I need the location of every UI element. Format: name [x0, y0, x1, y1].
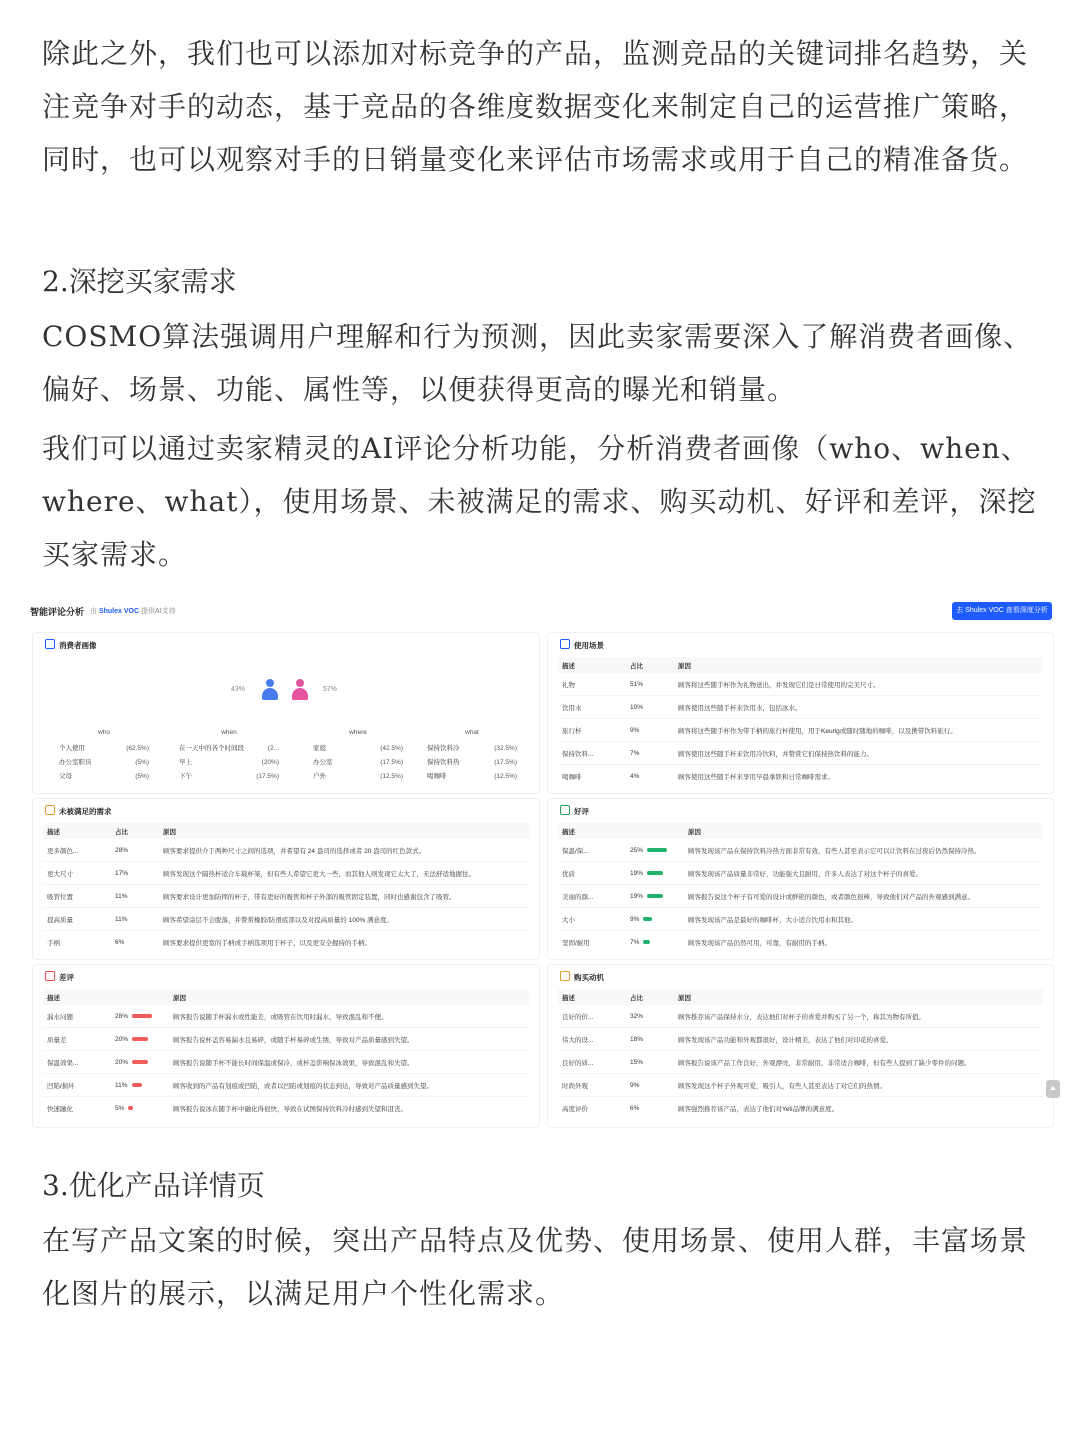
- scroll-to-top-button[interactable]: [1046, 1080, 1060, 1098]
- table-row: 更大尺寸 17% 顾客发现这个隔热杯适合车载杯架，但有些人希望它更大一些，而其他人则发现它太大了，无法舒适地握住。: [43, 862, 529, 885]
- percent-bar: [647, 871, 663, 875]
- table-row: 手柄 6% 顾客要求提供更宽的手柄或手柄选项用于杯子，以及更安全握持的手柄。: [43, 931, 529, 954]
- table-row: 吸管位置 11% 顾客要求设计更加防摔的杯子，带有更好的吸管和杯子外部的吸管固定装置，同时也感谢包含了吸管。: [43, 885, 529, 908]
- thumbs-down-icon: [45, 971, 55, 981]
- table-row: 快速融化 5% 顾客报告说冰在随手杯中融化得很快，导致在试图保持饮料冷时感到失望和沮丧。: [43, 1097, 529, 1120]
- section-heading-3: 3.优化产品详情页: [42, 1169, 265, 1202]
- table-row: 时尚外观 9% 顾客发现这个杯子外观可爱，吸引人，有些人甚至表达了对它们的热情。: [558, 1074, 1043, 1097]
- table-row: 大小 9% 顾客发现该产品是最好的咖啡杯，大小适合饮用水和其他。: [558, 908, 1043, 931]
- table-row: 礼物 51% 顾客将这些随手杯作为礼物送出，并发现它们是日常使用的完美尺寸。: [562, 680, 880, 689]
- table-row: 美丽的颜... 19% 顾客报告说这个杯子有可爱的设计或鲜艳的颜色，或者颜色很棒，导致他们对产品的外观感到满意。: [558, 885, 1043, 908]
- intro-paragraph: 除此之外，我们也可以添加对标竞争的产品，监测竞品的关键词排名趋势，关注竞争对手的动态，基于竞品的各维度数据变化来制定自己的运营推广策略，同时，也可以观察对手的日销量变化来评估市场需求或用于自己的精准备货。: [42, 37, 1029, 176]
- sub-prefix: 由: [90, 608, 97, 615]
- edit-icon: [45, 805, 55, 815]
- table-row: 良好的质... 15% 顾客报告说该产品工作良好，外观漂亮，非常耐用，非常适合咖啡，但有些人提到了缺少零件的问题。: [558, 1051, 1043, 1074]
- positive-title: 好评: [574, 807, 589, 816]
- percent-bar: [132, 1037, 148, 1041]
- table-row: 饮用水 10% 顾客使用这些随手杯来饮用水，包括冰水。: [558, 696, 1043, 719]
- sub-brand: Shulex VOC: [98, 608, 140, 615]
- persona-col-who: who 个人使用 (62.5%) 办公室职员 (5%) 父母 (5%): [59, 729, 149, 780]
- scene-card: [547, 632, 1054, 794]
- percent-bar: [643, 917, 652, 921]
- scene-table: 描述 占比 原因 礼物 51% 顾客将这些随手杯作为礼物送出，并发现它们是日常使用的完美尺寸。 饮用水 10% 顾客使用这些随手杯来饮用水，包括冰水。 旅行杯 9% 顾客将这些随手杯作为带手柄的旅行杯使用，用于Keurig或随时随地的咖啡，以及携带饮料旅行。 保持饮料... 7% 顾客使用这些随手杯来饮用冷饮料，并赞赏它们保持热饮料的能力。 喝咖啡 4% 顾客使用这些随手杯来享用早晨拿铁和日常咖啡需求。: [558, 657, 1043, 787]
- percent-bar: [132, 1083, 142, 1087]
- positive-reviews-card: [547, 798, 1054, 960]
- motive-title: 购买动机: [574, 973, 604, 982]
- table-row: 旅行杯 9% 顾客将这些随手杯作为带手柄的旅行杯使用，用于Keurig或随时随地的咖啡，以及携带饮料旅行。: [558, 719, 1043, 742]
- screenshot-title: 智能评论分析: [30, 607, 85, 617]
- table-row: 坚固/耐用 7% 顾客发现该产品仍然可用，可靠，有耐用的手柄。: [558, 931, 1043, 954]
- sub-suffix: 提供AI支持: [140, 608, 176, 615]
- table-row: 保温效果... 20% 顾客报告说随手杯不能长时间保温或保冷，或杯盖影响保冰效果，导致混乱和失望。: [43, 1051, 529, 1074]
- female-percent: 57%: [323, 686, 338, 693]
- percent-bar: [643, 940, 650, 944]
- percent-bar: [128, 1106, 133, 1110]
- table-row: 质量差 20% 顾客报告说杯盖容易漏水且易碎，或随手杯易碎或生锈，导致对产品质量感到失望。: [43, 1028, 529, 1051]
- table-row: 伟大的设... 18% 顾客发现该产品功能和外观都很好，设计精美，表达了他们对印花的喜爱。: [558, 1028, 1043, 1051]
- persona-title: 消费者画像: [59, 641, 97, 650]
- table-row: 提高质量 11% 顾客希望涂层不会脱落，并赞赏橡胶/防滑底部以及对提高质量的 100% 满意度。: [43, 908, 529, 931]
- persona-col-when: when 在一天中的各个时间段 (2... 早上 (20%) 下午 (17.5%): [179, 729, 279, 780]
- ai-review-paragraph: 我们可以通过卖家精灵的AI评论分析功能，分析消费者画像（who、when、where、what），使用场景、未被满足的需求、购买动机、好评和差评，深挖买家需求。: [42, 432, 1037, 571]
- percent-bar: [647, 894, 663, 898]
- female-icon: [291, 679, 309, 701]
- location-icon: [560, 639, 570, 649]
- people-icon: [45, 639, 55, 649]
- table-row: 良好的价... 32% 顾客推荐该产品保持水分，表达他们对杯子的喜爱并购买了另一个，称其为物有所值。: [562, 1012, 925, 1021]
- review-analysis-screenshot: [24, 598, 1060, 1133]
- table-row: 凹陷/损坏 11% 顾客收到的产品有划痕或凹陷，或者以凹陷或划痕的状态到达，导致对产品质量感到失望。: [43, 1074, 529, 1097]
- male-percent: 43%: [231, 686, 246, 693]
- table-row: 喝咖啡 4% 顾客使用这些随手杯来享用早晨拿铁和日常咖啡需求。: [558, 765, 1043, 788]
- table-row: 保持饮料... 7% 顾客使用这些随手杯来饮用冷饮料，并赞赏它们保持热饮料的能力。: [558, 742, 1043, 765]
- detail-page-paragraph: 在写产品文案的时候，突出产品特点及优势、使用场景、使用人群，丰富场景化图片的展示，以满足用户个性化需求。: [42, 1224, 1029, 1310]
- table-row: 优质 19% 顾客发现该产品质量非常好，功能强大且耐用，许多人表达了对这个杯子的喜爱。: [558, 862, 1043, 885]
- unmet-table: 描述 占比 原因 更多颜色... 28% 顾客要求提供介于两种尺寸之间的选项，并希望有 24 盎司的选择或者 20 盎司的红色款式。 更大尺寸 17% 顾客发现这个隔热杯适合车载杯架，但有些人希望它更大一些，而其他人则发现它太大了，无法舒适地握住。 吸管位置 11% 顾客要求设计更加防摔的杯子，带有更好的吸管和杯子外部的吸管固定装置，同时也感谢包含了吸管。 提高质量 11% 顾客希望涂层不会脱落，并赞赏橡胶/防滑底部以及对提高质量的 100% 满意度。 手柄 6% 顾客要求提供更宽的手柄或手柄选项用于杯子，以及更安全握持的手柄。: [43, 823, 529, 953]
- section-heading-2: 2.深挖买家需求: [42, 265, 237, 298]
- motive-table: 描述 占比 原因 良好的价... 32% 顾客推荐该产品保持水分，表达他们对杯子的喜爱并购买了另一个，称其为物有所值。 伟大的设... 18% 顾客发现该产品功能和外观都很好，设计精美，表达了他们对印花的喜爱。 良好的质... 15% 顾客报告说该产品工作良好，外观漂亮，非常耐用，非常适合咖啡，但有些人提到了缺少零件的问题。 时尚外观 9% 顾客发现这个杯子外观可爱，吸引人，有些人甚至表达了对它们的热情。 高度评价 6% 顾客强烈推荐该产品，表达了他们对Yeti品牌的满意度。: [558, 989, 1043, 1119]
- percent-bar: [132, 1014, 152, 1018]
- positive-table: 描述 原因 保温/保... 25% 顾客发现该产品在保持饮料冷热方面非常有效，有些人甚至表示它可以让饮料在过夜后仍然保持冷热。 优质 19% 顾客发现该产品质量非常好，功能强大且耐用，许多人表达了对这个杯子的喜爱。 美丽的颜... 19% 顾客报告说这个杯子有可爱的设计或鲜艳的颜色，或者颜色很棒，导致他们对产品的外观感到满意。 大小 9% 顾客发现该产品是最好的咖啡杯，大小适合饮用水和其他。 坚固/耐用 7% 顾客发现该产品仍然可用，可靠，有耐用的手柄。: [558, 823, 1043, 953]
- unmet-needs-card: [32, 798, 540, 960]
- negative-title: 差评: [59, 973, 74, 982]
- unmet-title: 未被满足的需求: [59, 807, 112, 816]
- shopping-bag-icon: [560, 971, 570, 981]
- thumbs-up-icon: [560, 805, 570, 815]
- screenshot-subtitle: [90, 606, 176, 616]
- table-row: 保温/保... 25% 顾客发现该产品在保持饮料冷热方面非常有效，有些人甚至表示它可以让饮料在过夜后仍然保持冷热。: [562, 846, 981, 855]
- cosmo-paragraph: COSMO算法强调用户理解和行为预测，因此卖家需要深入了解消费者画像、偏好、场景、功能、属性等，以便获得更高的曝光和销量。: [42, 320, 1033, 406]
- percent-bar: [647, 848, 667, 852]
- male-icon: [261, 679, 279, 701]
- purchase-motivation-card: [547, 964, 1054, 1128]
- shulex-deep-analysis-button[interactable]: 去 Shulex VOC 查看深度分析: [952, 602, 1052, 620]
- persona-col-where: where 家庭 (42.5%) 办公室 (17.5%) 户外 (12.5%): [313, 729, 403, 780]
- table-row: 更多颜色... 28% 顾客要求提供介于两种尺寸之间的选项，并希望有 24 盎司的选择或者 20 盎司的红色款式。: [47, 846, 426, 855]
- scene-title: 使用场景: [574, 641, 604, 650]
- negative-table: 描述 原因 漏水问题 28% 顾客报告说随手杯漏水或性能差，或吸管在饮用时漏水，导致混乱和不便。 质量差 20% 顾客报告说杯盖容易漏水且易碎，或随手杯易碎或生锈，导致对产品质量感到失望。 保温效果... 20% 顾客报告说随手杯不能长时间保温或保冷，或杯盖影响保冰效果，导致混乱和失望。 凹陷/损坏 11% 顾客收到的产品有划痕或凹陷，或者以凹陷或划痕的状态到达，导致对产品质量感到失望。 快速融化 5% 顾客报告说冰在随手杯中融化得很快，导致在试图保持饮料冷时感到失望和沮丧。: [43, 989, 529, 1119]
- persona-col-what: what 保持饮料冷 (32.5%) 保持饮料热 (17.5%) 喝咖啡 (12.5%): [427, 729, 517, 780]
- persona-card: [32, 632, 540, 794]
- table-row: 高度评价 6% 顾客强烈推荐该产品，表达了他们对Yeti品牌的满意度。: [558, 1097, 1043, 1120]
- table-row: 漏水问题 28% 顾客报告说随手杯漏水或性能差，或吸管在饮用时漏水，导致混乱和不便。: [47, 1012, 388, 1021]
- negative-reviews-card: [32, 964, 540, 1128]
- percent-bar: [132, 1060, 148, 1064]
